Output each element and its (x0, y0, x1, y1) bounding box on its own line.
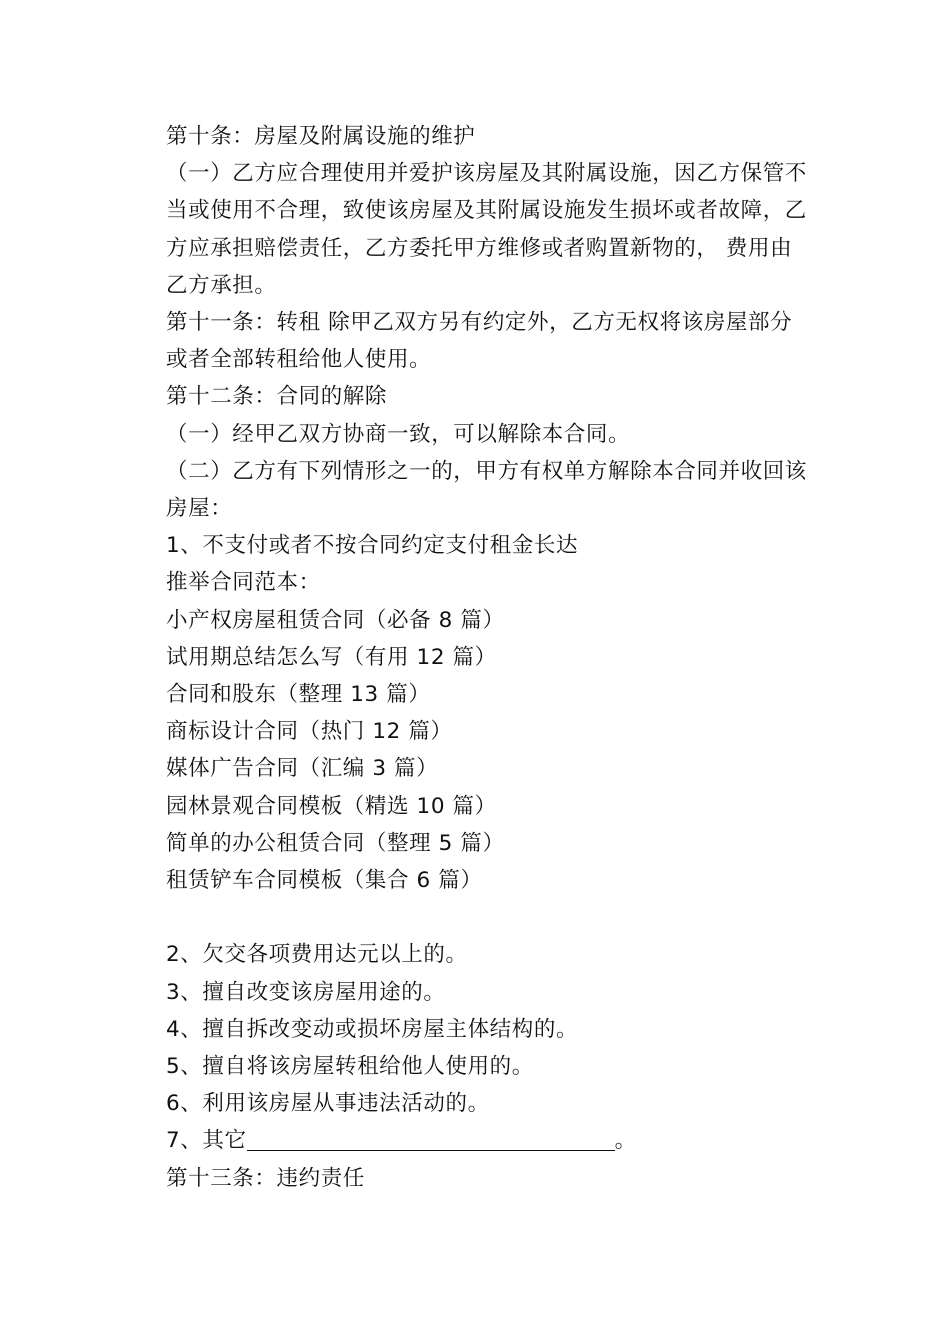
article-10-title: 第十条：房屋及附属设施的维护 (166, 124, 476, 149)
article-10-paragraph-1: （一）乙方应合理使用并爱护该房屋及其附属设施，因乙方保管不当或使用不合理，致使该房屋及其附属设施发生损坏或者故障，乙方应承担赔偿责任，乙方委托甲方维修或者购置新物的， 费用由乙方承担。 (166, 161, 807, 298)
article-12-paragraph-1: （一）经甲乙双方协商一致，可以解除本合同。 (166, 421, 631, 447)
fill-in-blank-line (247, 1124, 615, 1151)
recommend-title: 推举合同范本： (166, 570, 321, 596)
item-7-prefix: 7、其它 (166, 1128, 247, 1154)
recommend-link[interactable]: 商标设计合同（热门 12 篇） (166, 719, 453, 745)
recommend-link[interactable]: 园林景观合同模板（精选 10 篇） (166, 793, 497, 819)
recommend-link[interactable]: 简单的办公租赁合同（整理 5 篇） (166, 830, 505, 856)
termination-item-4: 4、擅自拆改变动或损坏房屋主体结构的。 (166, 1016, 579, 1042)
termination-item-5: 5、擅自将该房屋转租给他人使用的。 (166, 1054, 534, 1080)
termination-item-6: 6、利用该房屋从事违法活动的。 (166, 1091, 490, 1117)
article-12-title: 第十二条：合同的解除 (166, 384, 388, 410)
article-12-paragraph-2: （二）乙方有下列情形之一的，甲方有权单方解除本合同并收回该房屋： (166, 458, 807, 522)
item-7-suffix: 。 (614, 1128, 637, 1154)
termination-item-3: 3、擅自改变该房屋用途的。 (166, 979, 446, 1005)
recommend-link[interactable]: 媒体广告合同（汇编 3 篇） (166, 756, 439, 782)
recommend-link[interactable]: 试用期总结怎么写（有用 12 篇） (166, 644, 497, 670)
document-page (145, 118, 809, 1197)
article-13-title: 第十三条：违约责任 (166, 1165, 365, 1191)
recommend-link[interactable]: 租赁铲车合同模板（集合 6 篇） (166, 868, 483, 894)
recommend-link[interactable]: 合同和股东（整理 13 篇） (166, 682, 431, 708)
blank-line (145, 899, 809, 936)
recommend-list (145, 602, 809, 900)
termination-item-2: 2、欠交各项费用达元以上的。 (166, 942, 468, 968)
recommend-link[interactable]: 小产权房屋租赁合同（必备 8 篇） (166, 607, 505, 633)
termination-item-1: 1、不支付或者不按合同约定支付租金长达 (166, 533, 579, 559)
article-11-paragraph: 第十一条：转租 除甲乙双方另有约定外，乙方无权将该房屋部分或者全部转租给他人使用。 (166, 310, 793, 373)
termination-item-7 (145, 1122, 809, 1159)
